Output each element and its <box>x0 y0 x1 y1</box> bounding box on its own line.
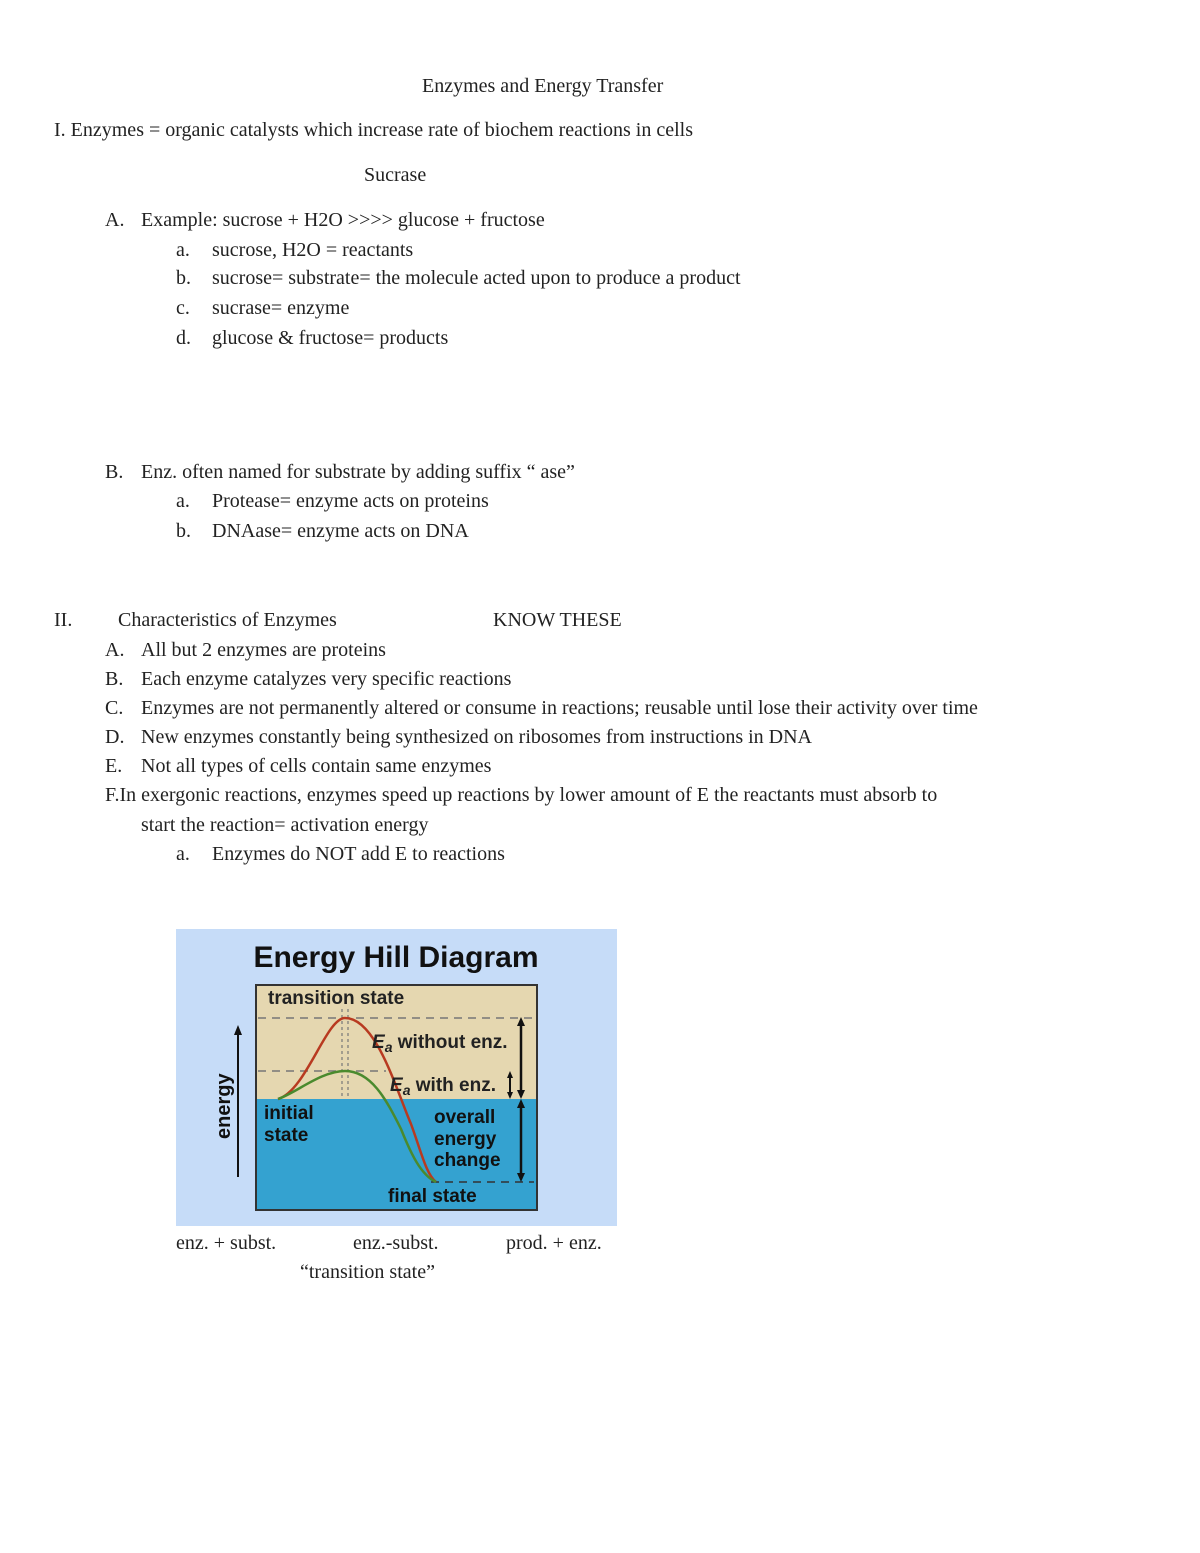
section-1-heading: I. Enzymes = organic catalysts which increase rate of biochem reactions in cells <box>54 119 694 141</box>
overall-change-line-1: overall <box>434 1107 496 1128</box>
list-item-text: All but 2 enzymes are proteins <box>141 639 386 661</box>
list-item-text: Not all types of cells contain same enzymes <box>141 755 492 777</box>
overall-change-line-2: energy <box>434 1129 497 1150</box>
transition-state-label: transition state <box>268 988 405 1009</box>
ea-subscript: a <box>402 1082 411 1098</box>
item-f-line-2: start the reaction= activation energy <box>141 814 429 836</box>
list-item-text: Enzymes are not permanently altered or consume in reactions; reusable until lose their activity over time <box>141 697 978 719</box>
energy-axis-label: energy <box>213 1073 235 1139</box>
ea-symbol: E <box>390 1075 403 1096</box>
ea-subscript: a <box>384 1039 393 1055</box>
caption-products: prod. + enz. <box>506 1232 602 1254</box>
list-marker: C. <box>105 697 124 719</box>
sub-item-text: Enzymes do NOT add E to reactions <box>212 843 505 865</box>
list-marker: D. <box>105 726 125 748</box>
know-these-note: KNOW THESE <box>493 609 622 631</box>
item-b-text: Enz. often named for substrate by adding suffix “ ase” <box>141 461 575 483</box>
section-2-heading: Characteristics of Enzymes <box>118 609 337 631</box>
caption-enzyme-substrate: enz. + subst. <box>176 1232 277 1254</box>
sub-marker: c. <box>176 297 190 319</box>
diagram-title: Energy Hill Diagram <box>253 941 539 974</box>
ea-without-text: without enz. <box>392 1032 508 1053</box>
energy-axis-arrowhead <box>234 1025 242 1035</box>
section-2-numeral: II. <box>54 609 73 631</box>
caption-complex: enz.-subst. <box>353 1232 439 1254</box>
sub-marker: b. <box>176 267 191 289</box>
sub-item-text: glucose & fructose= products <box>212 327 449 349</box>
sub-item-text: DNAase= enzyme acts on DNA <box>212 520 469 542</box>
sub-item-text: sucrose, H2O = reactants <box>212 239 414 261</box>
final-state-label: final state <box>388 1186 477 1207</box>
sub-marker: d. <box>176 327 191 349</box>
list-marker: B. <box>105 668 124 690</box>
sub-item-text: sucrase= enzyme <box>212 297 350 319</box>
ea-without-enzyme-label <box>372 1032 508 1055</box>
caption-transition-state: “transition state” <box>300 1261 435 1283</box>
sub-item-text: Protease= enzyme acts on proteins <box>212 490 489 512</box>
sub-marker: a. <box>176 239 190 261</box>
initial-state-line-1: initial <box>264 1103 314 1124</box>
sub-marker: a. <box>176 490 190 512</box>
list-marker: E. <box>105 755 123 777</box>
overall-change-line-3: change <box>434 1150 501 1171</box>
document-title: Enzymes and Energy Transfer <box>422 75 664 97</box>
initial-state-line-2: state <box>264 1125 309 1146</box>
ea-with-text: with enz. <box>410 1075 496 1096</box>
sub-marker: b. <box>176 520 191 542</box>
energy-hill-diagram <box>176 929 617 1226</box>
sub-item-text: sucrose= substrate= the molecule acted upon to produce a product <box>212 267 741 289</box>
ea-symbol: E <box>372 1032 385 1053</box>
list-marker: A. <box>105 639 125 661</box>
list-item-text: New enzymes constantly being synthesized on ribosomes from instructions in DNA <box>141 726 812 748</box>
sub-marker: a. <box>176 843 190 865</box>
enzyme-arrow-label: Sucrase <box>364 164 427 186</box>
item-b-marker: B. <box>105 461 124 483</box>
energy-hill-svg <box>176 929 617 1226</box>
item-f-line-1: F.In exergonic reactions, enzymes speed up reactions by lower amount of E the reactants must absorb to <box>105 784 938 806</box>
list-item-text: Each enzyme catalyzes very specific reactions <box>141 668 512 690</box>
item-a-text: Example: sucrose + H2O >>>> glucose + fructose <box>141 209 545 231</box>
item-a-marker: A. <box>105 209 125 231</box>
